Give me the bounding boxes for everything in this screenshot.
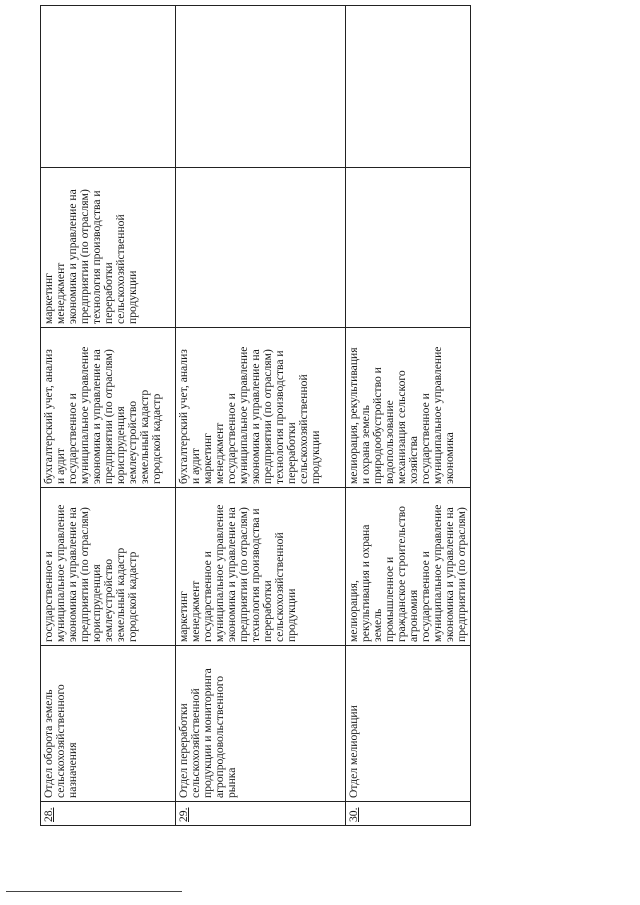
specialty-line: землеустройство: [126, 400, 139, 484]
footer-rule: [6, 891, 182, 892]
empty-cell: [176, 168, 346, 328]
specialty-line: экономика и управление на: [90, 349, 103, 484]
specialty-line: юриспруденция: [114, 406, 127, 484]
row-number-cell: [176, 802, 346, 826]
specialty-line: водопользование: [383, 400, 396, 484]
row-number: 28.: [42, 807, 55, 822]
specialty-line: менеджмент: [189, 580, 202, 642]
specialty-line: экономика и управление на: [66, 507, 79, 642]
row-number-cell: [41, 802, 176, 826]
specialty-cell-col4: [176, 328, 346, 488]
specialty-line: предприятии (по отраслям): [78, 507, 91, 642]
table-row-28: [41, 6, 176, 826]
specialty-line: продукции: [285, 588, 298, 642]
specialty-line: сельскохозяйственной: [273, 532, 286, 642]
specialty-line: переработки: [102, 262, 115, 324]
specialty-line: муниципальное управление: [78, 346, 91, 484]
empty-cell: [41, 6, 176, 168]
specialty-line: муниципальное управление: [431, 504, 444, 642]
specialty-cell-col4: [41, 328, 176, 488]
specialty-line: экономика и управление на: [225, 507, 238, 642]
staff-requirements-table: [40, 5, 471, 826]
specialty-line: экономика: [443, 432, 456, 484]
specialty-line: и аудит: [189, 448, 202, 484]
specialty-line: природообустройство и: [371, 367, 384, 484]
specialty-line: экономика и управление на: [443, 507, 456, 642]
specialty-line: мелиорация,: [347, 580, 360, 642]
specialty-line: экономика и управление на: [66, 189, 79, 324]
specialty-line: муниципальное управление: [237, 346, 250, 484]
table-row-30: [346, 6, 471, 826]
specialty-line: менеджмент: [213, 422, 226, 484]
row-number: 30.: [347, 807, 360, 822]
specialty-line: муниципальное управление: [213, 504, 226, 642]
specialty-line: землеустройство: [102, 558, 115, 642]
specialty-line: экономика и управление на: [249, 349, 262, 484]
specialty-line: городской кадастр: [126, 551, 139, 642]
specialty-line: технология производства и: [249, 508, 262, 642]
specialty-line: маркетинг: [42, 273, 55, 324]
department-cell: Отдел мелиорации: [346, 646, 471, 802]
specialty-line: предприятии (по отраслям): [102, 349, 115, 484]
specialty-line: продукции: [309, 430, 322, 484]
department-cell: Отдел переработки сельскохозяйственной продукции и мониторинга агропродовольственного рынка: [176, 646, 346, 802]
row-number-cell: [346, 802, 471, 826]
specialty-line: технология производства и: [273, 350, 286, 484]
specialty-line: земельный кадастр: [138, 389, 151, 484]
specialty-line: и аудит: [54, 448, 67, 484]
specialty-line: государственное и: [419, 551, 432, 642]
specialty-cell-col3: [346, 488, 471, 646]
specialty-line: механизация сельского: [395, 370, 408, 484]
specialty-line: маркетинг: [177, 591, 190, 642]
specialty-line: государственное и: [225, 393, 238, 484]
specialty-line: государственное и: [419, 393, 432, 484]
specialty-line: государственное и: [42, 551, 55, 642]
department-cell: Отдел оборота земель сельскохозяйственного назначения: [41, 646, 176, 802]
specialty-line: рекультивация и охрана: [359, 524, 372, 642]
specialty-line: городской кадастр: [150, 393, 163, 484]
specialty-line: бухгалтерский учет, анализ: [177, 349, 190, 484]
specialty-line: промышленное и: [383, 556, 396, 642]
specialty-line: бухгалтерский учет, анализ: [42, 349, 55, 484]
empty-cell: [346, 6, 471, 168]
specialty-line: и охрана земель: [359, 405, 372, 484]
rotated-table-wrapper: [40, 6, 468, 826]
specialty-line: маркетинг: [201, 433, 214, 484]
specialty-cell-col3: [176, 488, 346, 646]
specialty-line: предприятии (по отраслям): [455, 507, 468, 642]
specialty-line: предприятии (по отраслям): [78, 189, 91, 324]
empty-cell: [176, 6, 346, 168]
specialty-line: муниципальное управление: [54, 504, 67, 642]
specialty-cell-col4: [346, 328, 471, 488]
specialty-line: юриспруденция: [90, 564, 103, 642]
specialty-line: государственное и: [66, 393, 79, 484]
specialty-line: государственное и: [201, 551, 214, 642]
specialty-line: предприятии (по отраслям): [261, 349, 274, 484]
specialty-line: технология производства и: [90, 190, 103, 324]
specialty-cell-col5: [41, 168, 176, 328]
specialty-line: земельный кадастр: [114, 547, 127, 642]
table-row-29: [176, 6, 346, 826]
specialty-line: земель: [371, 608, 384, 642]
specialty-line: продукции: [126, 270, 139, 324]
specialty-line: мелиорация, рекультивация: [347, 347, 360, 484]
specialty-line: переработки: [261, 580, 274, 642]
specialty-line: агрономия: [407, 589, 420, 642]
specialty-line: гражданское строительство: [395, 506, 408, 642]
specialty-line: сельскохозяйственной: [297, 374, 310, 484]
specialty-line: предприятии (по отраслям): [237, 507, 250, 642]
specialty-line: муниципальное управление: [431, 346, 444, 484]
specialty-cell-col3: [41, 488, 176, 646]
specialty-line: переработки: [285, 422, 298, 484]
row-number: 29.: [177, 807, 190, 822]
specialty-line: хозяйства: [407, 436, 420, 484]
specialty-line: менеджмент: [54, 262, 67, 324]
empty-cell: [346, 168, 471, 328]
specialty-line: сельскохозяйственной: [114, 214, 127, 324]
